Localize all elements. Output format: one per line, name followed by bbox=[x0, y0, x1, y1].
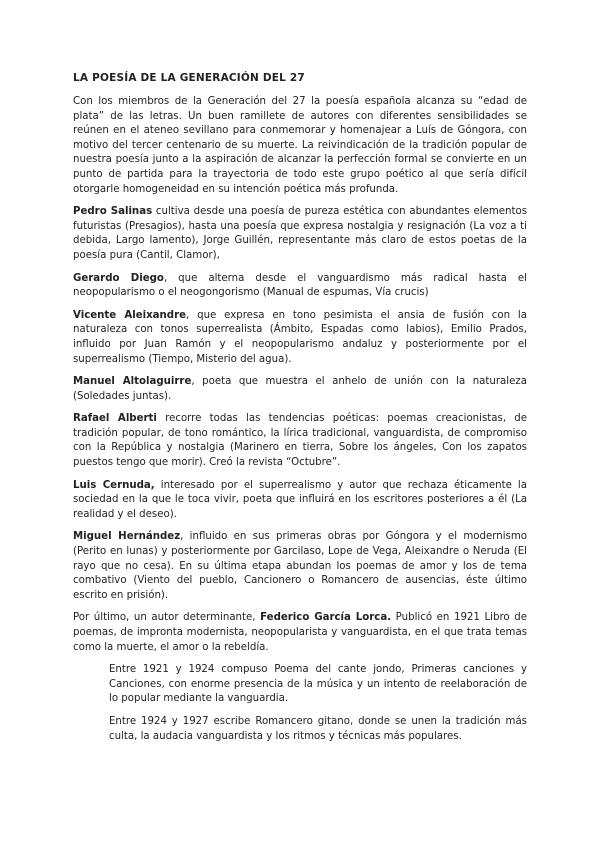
indented-paragraph: Entre 1921 y 1924 compuso Poema del cante jondo, Primeras canciones y Canciones, con enorme presencia de la música y un intento de reelaboración de lo popular mediante la vanguardia. bbox=[109, 664, 527, 705]
author-name: Vicente Aleixandre bbox=[73, 309, 187, 321]
final-paragraph-lorca bbox=[73, 611, 527, 655]
intro-paragraph: Con los miembros de la Generación del 27 la poesía española alcanza su “edad de plata” de las letras. Un buen ramillete de autores con diferentes sensibilidades se reúnen en el ateneo sevillano para conmemorar y homenajear a Luís de Góngora, con motivo del tercer centenario de su muerte. La reivindicación de la tradición popular de nuestra poesía junto a la aspiración de alcanzar la perfección formal se convierte en un punto de partida para la trayectoria de todo este grupo poético al que sería difícil otorgarle homogeneidad en su intención poética más profunda. bbox=[73, 96, 527, 195]
author-text: recorre todas las tendencias poéticas: poemas creacionistas, de tradición popular, de tono romántico, la lírica tradicional, vanguardista, de compromiso con la República y nostalgia (Marinero en tierra, Sobre los ángeles, Con los zapatos puestos tengo que morir). Creó la revista “Octubre”. bbox=[73, 413, 527, 469]
author-paragraph-cernuda bbox=[73, 479, 527, 523]
author-text: cultiva desde una poesía de pureza estética con abundantes elementos futuristas (Presagios), hasta una poesía que expresa nostalgia y resignación (La voz a ti debida, Largo lamento), Jorge Guillén, representante más claro de estos poetas de la poesía pura (Cantil, Clamor), bbox=[73, 206, 528, 261]
document-body bbox=[73, 72, 527, 752]
author-name: Miguel Hernández bbox=[73, 531, 181, 543]
author-paragraph-aleixandre bbox=[73, 309, 527, 367]
author-name: Luis Cernuda, bbox=[73, 479, 155, 491]
author-text: , influido en sus primeras obras por Góngora y el modernismo (Perito en lunas) y posteriormente por Garcilaso, Lope de Vega, Aleixandre o Neruda (El rayo que no cesa). En su última etapa abundan los poemas de amor y los de tema combativo (Viento del pueblo, Cancionero o Romancero de ausencias, éste último escrito en prisión). bbox=[73, 531, 527, 601]
page-title: LA POESÍA DE LA GENERACIÓN DEL 27 bbox=[73, 72, 305, 84]
author-text: , que expresa en tono pesimista el ansia de fusión con la naturaleza con tonos superrealista (Ámbito, Espadas como labios), Emilio Prados, influido por Juan Ramón y el neopopularismo andaluz y posteriormente por el superrealismo (Tiempo, Misterio del agua). bbox=[73, 309, 527, 365]
author-paragraph-altolaguirre bbox=[73, 375, 527, 404]
author-name: Federico García Lorca. bbox=[260, 612, 392, 624]
author-paragraph-diego bbox=[73, 272, 527, 301]
indented-paragraph: Entre 1924 y 1927 escribe Romancero gitano, donde se unen la tradición más culta, la audacia vanguardista y los ritmos y técnicas más populares. bbox=[109, 715, 527, 742]
author-name: Manuel Altolaguirre bbox=[73, 376, 192, 388]
author-paragraph-salinas bbox=[73, 205, 527, 263]
author-name: Pedro Salinas bbox=[73, 206, 153, 218]
author-text: interesado por el superrealismo y autor que rechaza éticamente la sociedad en la que le toca vivir, poeta que influirá en los escritores posteriores a él (La realidad y el deseo). bbox=[73, 479, 527, 520]
author-name: Gerardo Diego bbox=[73, 272, 164, 284]
final-text-before: Por último, un autor determinante, bbox=[73, 612, 261, 624]
author-paragraph-alberti bbox=[73, 412, 527, 470]
author-paragraph-hernandez bbox=[73, 530, 527, 603]
author-name: Rafael Alberti bbox=[73, 413, 157, 425]
author-text: , poeta que muestra el anhelo de unión con la naturaleza (Soledades juntas). bbox=[73, 376, 527, 402]
author-text: , que alterna desde el vanguardismo más radical hasta el neopopularismo o el neogongorismo (Manual de espumas, Vía crucis) bbox=[73, 272, 527, 299]
final-text-after: Publicó en 1921 Libro de poemas, de impronta modernista, neopopularista y vanguardista, en el que trata temas como la muerte, el amor o la rebeldía. bbox=[73, 612, 527, 653]
